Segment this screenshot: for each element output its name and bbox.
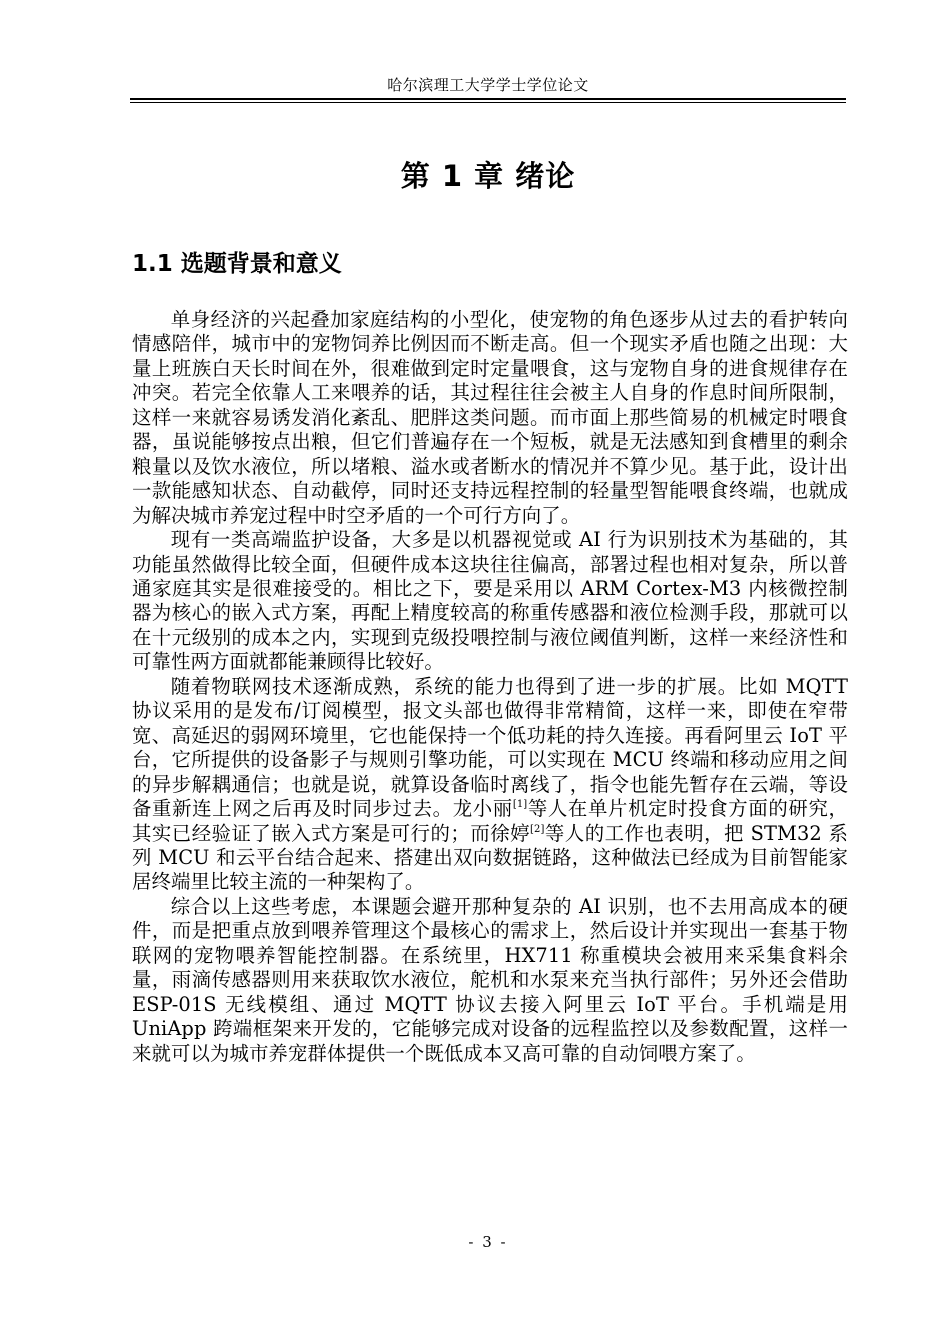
paragraph-3-text-b: 等人在单片机定时投食方面的研究，其实已经验证了嵌入式方案是可行的；而徐婷 bbox=[132, 797, 848, 845]
page-number: - 3 - bbox=[468, 1233, 508, 1251]
paragraph-4: 综合以上这些考虑，本课题会避开那种复杂的 AI 识别，也不去用高成本的硬件，而是把重点放到喂养管理这个最核心的需求上，然后设计并实现出一套基于物联网的宠物喂养智能控制器。在系统里，HX711 称重模块会被用来采集食料余量，雨滴传感器则用来获取饮水液位，舵机和水泵来充当执行部件；另外还会借助 ESP-01S 无线模组、通过 MQTT 协议去接入阿里云 IoT 平台。手机端是用 UniApp 跨端框架来开发的，它能够完成对设备的远程监控以及参数配置，这样一来就可以为城市养宠群体提供一个既低成本又高可靠的自动饲喂方案了。 bbox=[132, 894, 848, 1065]
citation-2[interactable]: [2] bbox=[530, 823, 545, 835]
header-rule-secondary bbox=[130, 102, 846, 103]
paragraph-2: 现有一类高端监护设备，大多是以机器视觉或 AI 行为识别技术为基础的，其功能虽然做得比较全面，但硬件成本这块往往偏高，部署过程也相对复杂，所以普通家庭其实是很难接受的。相比之下，要是采用以 ARM Cortex-M3 内核微控制器为核心的嵌入式方案，再配上精度较高的称重传感器和液位检测手段，那就可以在十元级别的成本之内，实现到克级投喂控制与液位阈值判断，这样一来经济性和可靠性两方面就都能兼顾得比较好。 bbox=[132, 528, 848, 674]
citation-1[interactable]: [1] bbox=[512, 799, 528, 811]
paragraph-3-text-a: 随着物联网技术逐渐成熟，系统的能力也得到了进一步的扩展。比如 MQTT 协议采用的是发布/订阅模型，报文头部也做得非常精简，这样一来，即使在窄带宽、高延迟的弱网环境里，它也能保持一个低功耗的持久连接。再看阿里云 IoT 平台，它所提供的设备影子与规则引擎功能，可以实现在 MCU 终端和移动应用之间的异步解耦通信；也就是说，就算设备临时离线了，指令也能先暂存在云端，等设备重新连上网之后再及时同步过去。龙小丽 bbox=[132, 674, 848, 821]
paragraph-1: 单身经济的兴起叠加家庭结构的小型化，使宠物的角色逐步从过去的看护转向情感陪伴，城市中的宠物饲养比例因而不断走高。但一个现实矛盾也随之出现：大量上班族白天长时间在外，很难做到定时定量喂食，这与宠物自身的进食规律存在冲突。若完全依靠人工来喂养的话，其过程往往会被主人自身的作息时间所限制，这样一来就容易诱发消化紊乱、肥胖这类问题。而市面上那些简易的机械定时喂食器，虽说能够按点出粮，但它们普遍存在一个短板，就是无法感知到食槽里的剩余粮量以及饮水液位，所以堵粮、溢水或者断水的情况并不算少见。基于此，设计出一款能感知状态、自动截停，同时还支持远程控制的轻量型智能喂食终端，也就成为解决城市养宠过程中时空矛盾的一个可行方向了。 bbox=[132, 308, 848, 527]
paragraph-3-text-c: 等人的工作也表明，把 STM32 系列 MCU 和云平台结合起来、搭建出双向数据链路，这种做法已经成为目前智能家居终端里比较主流的一种架构了。 bbox=[132, 821, 849, 894]
running-header: 哈尔滨理工大学学士学位论文 bbox=[387, 76, 589, 94]
section-title: 1.1 选题背景和意义 bbox=[132, 251, 342, 277]
paragraph-3 bbox=[132, 675, 848, 895]
header-rule bbox=[130, 98, 846, 100]
chapter-title: 第 1 章 绪论 bbox=[400, 159, 576, 193]
body-text bbox=[132, 308, 848, 1066]
